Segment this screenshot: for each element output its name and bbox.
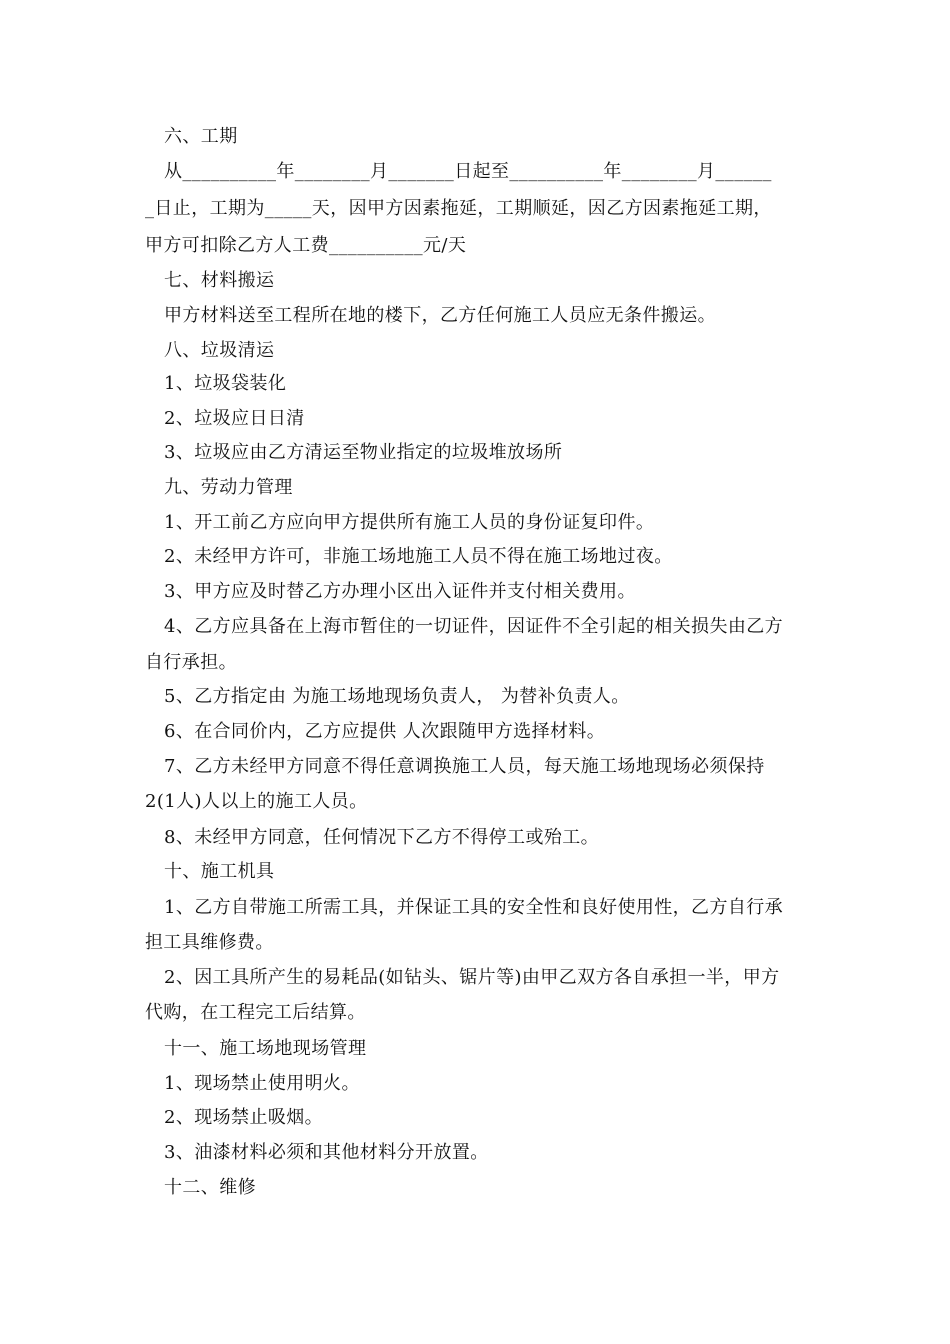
list-item: 1、垃圾袋装化: [164, 373, 287, 394]
list-item: 3、垃圾应由乙方清运至物业指定的垃圾堆放场所: [164, 442, 563, 463]
list-item: 1、开工前乙方应向甲方提供所有施工人员的身份证复印件。: [164, 512, 655, 533]
list-item-continuation: 担工具维修费。: [145, 932, 274, 953]
list-item: 3、甲方应及时替乙方办理小区出入证件并支付相关费用。: [164, 581, 636, 602]
list-item-continuation: 2(1人)人以上的施工人员。: [145, 791, 368, 812]
list-item: 2、垃圾应日日清: [164, 408, 305, 429]
list-item: 5、乙方指定由 为施工场地现场负责人， 为替补负责人。: [164, 686, 630, 707]
paragraph-line: 甲方可扣除乙方人工费__________元/天: [145, 235, 467, 256]
list-item: 7、乙方未经甲方同意不得任意调换施工人员，每天施工场地现场必须保持: [164, 756, 765, 777]
section-heading-tools: 十、施工机具: [164, 861, 275, 882]
list-item: 8、未经甲方同意，任何情况下乙方不得停工或殆工。: [164, 827, 600, 848]
list-item: 3、油漆材料必须和其他材料分开放置。: [164, 1142, 489, 1163]
list-item: 1、乙方自带施工所需工具，并保证工具的安全性和良好使用性，乙方自行承: [164, 897, 784, 918]
list-item: 4、乙方应具备在上海市暂住的一切证件，因证件不全引起的相关损失由乙方: [164, 616, 784, 637]
paragraph-line: 从__________年________月_______日起至__________年________月______: [164, 161, 772, 182]
paragraph-line: _日止，工期为_____天，因甲方因素拖延，工期顺延，因乙方因素拖延工期，: [145, 198, 772, 219]
list-item: 6、在合同价内，乙方应提供 人次跟随甲方选择材料。: [164, 721, 606, 742]
section-heading-waste-removal: 八、垃圾清运: [164, 340, 275, 361]
section-heading-labor-management: 九、劳动力管理: [164, 477, 293, 498]
list-item: 2、未经甲方许可，非施工场地施工人员不得在施工场地过夜。: [164, 546, 673, 567]
list-item: 2、现场禁止吸烟。: [164, 1107, 324, 1128]
paragraph-line: 甲方材料送至工程所在地的楼下，乙方任何施工人员应无条件搬运。: [164, 305, 716, 326]
section-heading-maintenance: 十二、维修: [164, 1177, 256, 1198]
list-item-continuation: 代购，在工程完工后结算。: [145, 1002, 366, 1023]
section-heading-material-transport: 七、材料搬运: [164, 270, 275, 291]
section-heading-site-management: 十一、施工场地现场管理: [164, 1038, 367, 1059]
list-item: 2、因工具所产生的易耗品(如钻头、锯片等)由甲乙双方各自承担一半，甲方: [164, 967, 780, 988]
list-item: 1、现场禁止使用明火。: [164, 1073, 360, 1094]
list-item-continuation: 自行承担。: [145, 652, 237, 673]
section-heading-schedule: 六、工期: [164, 126, 238, 147]
